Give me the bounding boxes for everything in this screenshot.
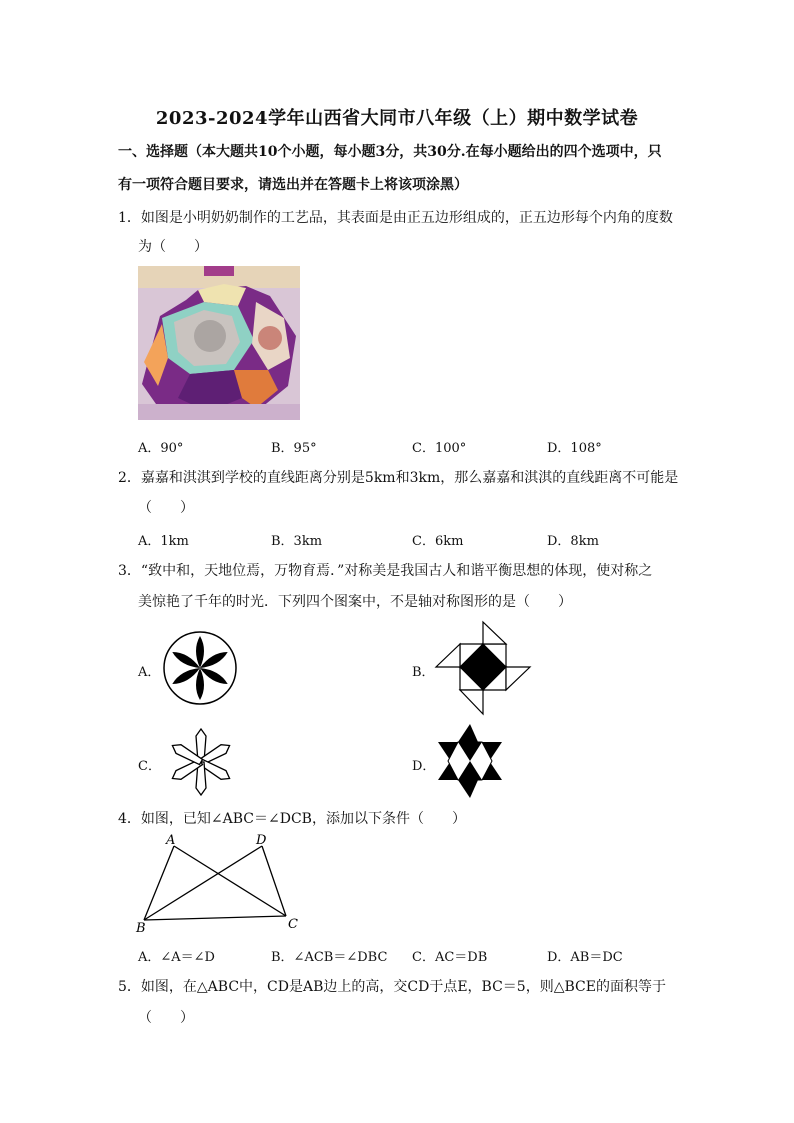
q1-option-b: B．95°	[271, 441, 317, 456]
q1-stem-line1: 1．如图是小明奶奶制作的工艺品，其表面是由正五边形组成的，正五边形每个内角的度数	[118, 210, 673, 226]
q3-stem-line1: 3．“致中和，天地位焉，万物育焉．”对称美是我国古人和谐平衡思想的体现，使对称之	[118, 563, 653, 579]
q2-stem-line1: 2．嘉嘉和淇淇到学校的直线距离分别是5km和3km，那么嘉嘉和淇淇的直线距离不可能是	[118, 470, 679, 486]
q4-option-b: B．∠ACB＝∠DBC	[271, 950, 388, 965]
q2-option-c: C．6km	[412, 534, 464, 549]
q4-label-a: A	[166, 833, 176, 848]
q4-label-c: C	[288, 917, 298, 932]
q3-figure-b-pinwheel	[434, 618, 532, 716]
q3-figure-a-flower-circle	[162, 630, 238, 706]
q3-option-b: B．	[412, 665, 435, 680]
q2-option-d: D．8km	[547, 534, 599, 549]
q3-option-d: D．	[412, 759, 436, 774]
q4-option-d: D．AB＝DC	[547, 950, 623, 965]
q1-stem-line2: 为（ ）	[138, 239, 208, 255]
q1-option-c: C．100°	[412, 441, 467, 456]
q4-option-c: C．AC＝DB	[412, 950, 488, 965]
q3-option-a: A．	[138, 665, 161, 680]
q2-stem-line2: （ ）	[138, 500, 194, 516]
q3-figure-c-snowflake	[162, 726, 240, 798]
q3-option-c: C．	[138, 759, 161, 774]
q5-stem-line1: 5．如图，在△ABC中，CD是AB边上的高，交CD于点E，BC＝5，则△BCE的面积等于	[118, 979, 666, 995]
section-heading-line1: 一、选择题（本大题共10个小题，每小题3分，共30分.在每小题给出的四个选项中，只	[118, 144, 662, 160]
q2-option-a: A．1km	[138, 534, 189, 549]
q3-figure-d-hexagram	[436, 722, 504, 800]
page-title: 2023-2024学年山西省大同市八年级（上）期中数学试卷	[155, 108, 639, 129]
section-heading-line2: 有一项符合题目要求，请选出并在答题卡上将该项涂黑）	[118, 177, 468, 193]
q2-option-b: B．3km	[271, 534, 323, 549]
q3-stem-line2: 美惊艳了千年的时光．下列四个图案中，不是轴对称图形的是（ ）	[138, 594, 572, 610]
q4-label-b: B	[136, 921, 146, 936]
craft-dodecahedron-photo	[138, 266, 300, 420]
q4-figure-quadrilateral	[134, 832, 308, 936]
q4-stem-line1: 4．如图，已知∠ABC＝∠DCB，添加以下条件（ ）	[118, 811, 466, 827]
q4-label-d: D	[256, 833, 267, 848]
q1-option-d: D．108°	[547, 441, 602, 456]
q4-option-a: A．∠A＝∠D	[138, 950, 215, 965]
q1-option-a: A．90°	[138, 441, 184, 456]
q5-stem-line2: （ ）	[138, 1010, 194, 1026]
